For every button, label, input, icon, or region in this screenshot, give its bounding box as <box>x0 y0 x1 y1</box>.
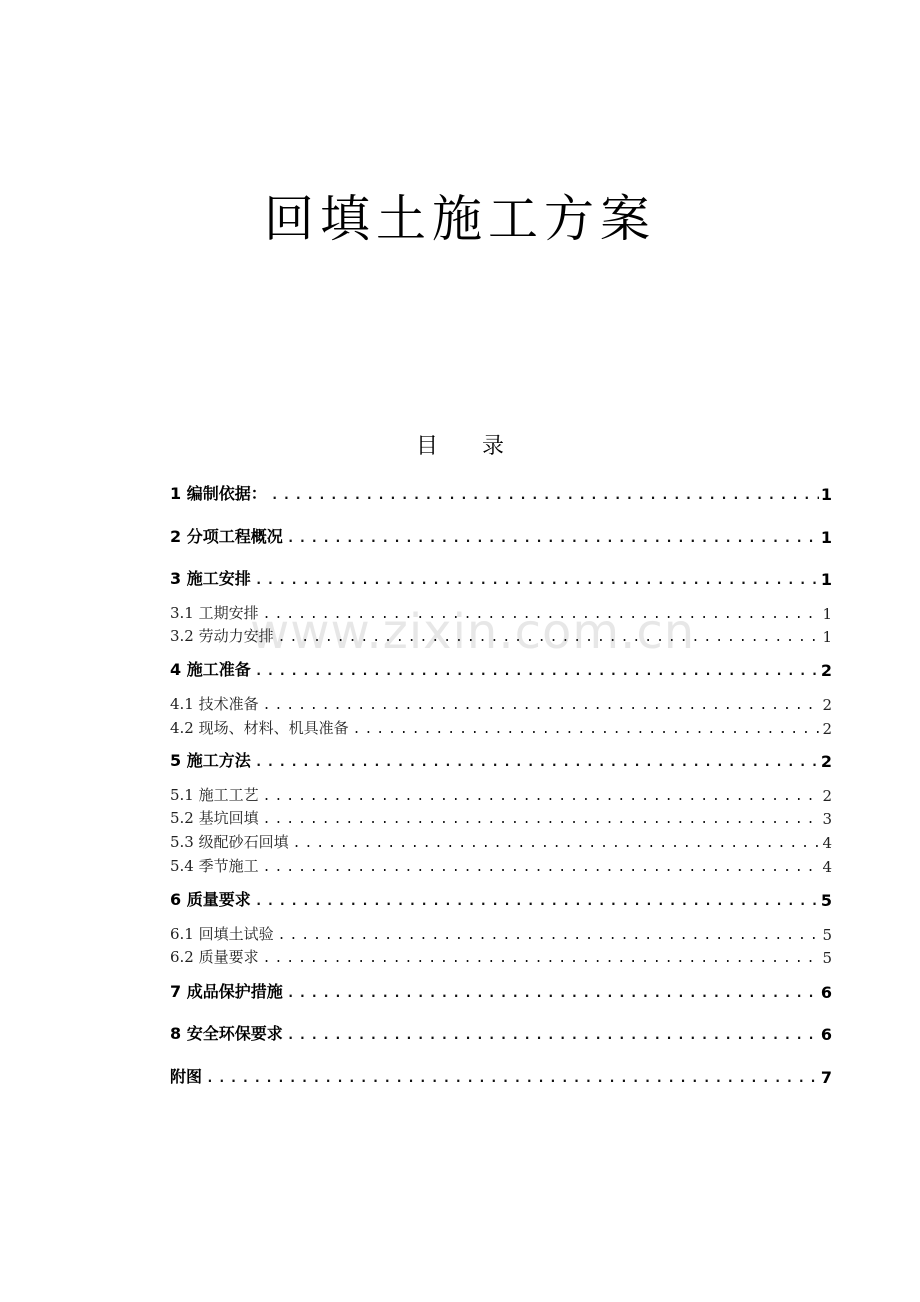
toc-entry-page: 6 <box>820 1025 832 1044</box>
toc-entry-page: 1 <box>822 628 832 646</box>
toc-entry-label: 附图 <box>170 1067 203 1086</box>
toc-entry-page: 7 <box>820 1068 832 1087</box>
toc-entry-page: 1 <box>820 528 832 547</box>
toc-entry[interactable] <box>170 1022 832 1044</box>
toc-entry[interactable] <box>170 716 832 738</box>
watermark: www.zixin.com.cn <box>250 604 696 660</box>
toc-entry-page: 1 <box>822 605 832 623</box>
toc-entry-label: 5.4 季节施工 <box>170 857 259 875</box>
toc-dot-leader <box>263 789 821 805</box>
toc-entry[interactable] <box>170 980 832 1002</box>
toc-entry-label: 3.2 劳动力安排 <box>170 627 274 645</box>
toc-entry-page: 2 <box>822 720 832 738</box>
toc-dot-leader <box>263 607 821 623</box>
toc-entry[interactable] <box>170 922 832 944</box>
toc-heading: 目 录 <box>415 434 504 459</box>
toc-entry-label: 4 施工准备 <box>170 660 251 679</box>
toc-entry-label: 4.1 技术准备 <box>170 695 259 713</box>
toc-entry-label: 3.1 工期安排 <box>170 604 259 622</box>
toc-dot-leader <box>293 836 821 852</box>
toc-dot-leader <box>287 986 819 1002</box>
toc-entry-page: 2 <box>820 661 832 680</box>
toc-entry-page: 3 <box>822 810 832 828</box>
toc-entry-label: 8 安全环保要求 <box>170 1024 283 1043</box>
toc-entry-page: 6 <box>820 983 832 1002</box>
toc-entry[interactable] <box>170 854 832 876</box>
toc-entry-label: 6 质量要求 <box>170 890 251 909</box>
toc-entry[interactable] <box>170 692 832 714</box>
toc-entry-label: 5.2 基坑回填 <box>170 809 259 827</box>
toc-entry[interactable] <box>170 945 832 967</box>
toc-dot-leader <box>263 860 821 876</box>
toc-entry[interactable] <box>170 830 832 852</box>
toc-entry[interactable] <box>170 1065 832 1087</box>
toc-entry-label: 2 分项工程概况 <box>170 527 283 546</box>
toc-entry-page: 2 <box>822 787 832 805</box>
toc-entry-page: 5 <box>822 949 832 967</box>
toc-dot-leader <box>206 1071 819 1087</box>
toc-dot-leader <box>287 531 819 547</box>
toc-dot-leader <box>263 812 821 828</box>
toc-entry[interactable] <box>170 624 832 646</box>
toc-dot-leader <box>263 951 821 967</box>
toc-dot-leader <box>271 488 819 504</box>
toc-entry-label: 3 施工安排 <box>170 569 251 588</box>
toc-dot-leader <box>263 698 821 714</box>
toc-entry-page: 2 <box>822 696 832 714</box>
toc-entry-label: 1 编制依据： <box>170 484 267 503</box>
toc-dot-leader <box>255 664 819 680</box>
toc-entry-page: 1 <box>820 570 832 589</box>
toc-dot-leader <box>255 573 819 589</box>
toc-dot-leader <box>353 722 821 738</box>
toc-entry-page: 2 <box>820 752 832 771</box>
toc-entry-label: 4.2 现场、材料、机具准备 <box>170 719 349 737</box>
toc-entry[interactable] <box>170 482 832 504</box>
toc-entry[interactable] <box>170 888 832 910</box>
table-of-contents <box>170 0 832 1302</box>
toc-entry-page: 1 <box>820 485 832 504</box>
toc-entry[interactable] <box>170 806 832 828</box>
toc-entry-page: 5 <box>822 926 832 944</box>
toc-entry-page: 5 <box>820 891 832 910</box>
toc-entry[interactable] <box>170 783 832 805</box>
toc-entry-label: 7 成品保护措施 <box>170 982 283 1001</box>
toc-entry-page: 4 <box>822 834 832 852</box>
toc-dot-leader <box>278 928 821 944</box>
toc-entry-label: 5 施工方法 <box>170 751 251 770</box>
toc-entry[interactable] <box>170 567 832 589</box>
toc-entry[interactable] <box>170 749 832 771</box>
toc-dot-leader <box>278 630 821 646</box>
toc-dot-leader <box>287 1028 819 1044</box>
toc-entry-label: 6.2 质量要求 <box>170 948 259 966</box>
toc-entry[interactable] <box>170 658 832 680</box>
toc-entry[interactable] <box>170 601 832 623</box>
document-title: 回填土施工方案 <box>264 190 656 248</box>
toc-entry-label: 6.1 回填土试验 <box>170 925 274 943</box>
toc-entry[interactable] <box>170 525 832 547</box>
toc-entry-label: 5.1 施工工艺 <box>170 786 259 804</box>
toc-entry-page: 4 <box>822 858 832 876</box>
toc-dot-leader <box>255 894 819 910</box>
toc-entry-label: 5.3 级配砂石回填 <box>170 833 289 851</box>
toc-dot-leader <box>255 755 819 771</box>
